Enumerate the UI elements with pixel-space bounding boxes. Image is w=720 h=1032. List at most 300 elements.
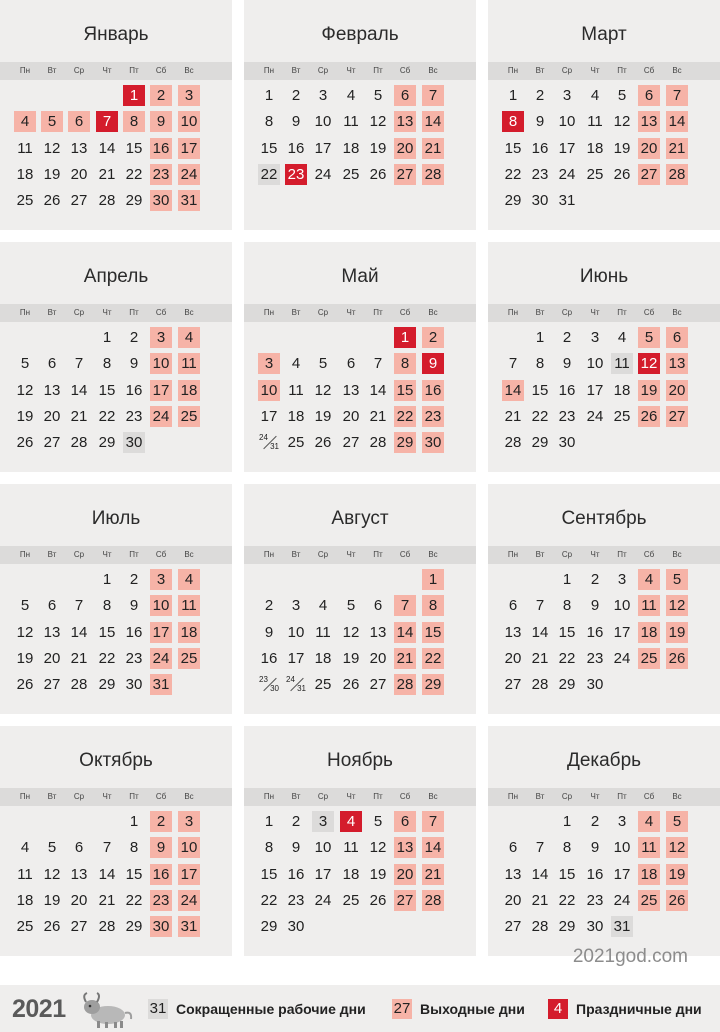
day-cell: 27	[504, 676, 522, 694]
legend-footer	[0, 985, 720, 1032]
weekday-header: Чт	[590, 66, 600, 75]
day-cell: 13	[70, 139, 88, 157]
weekday-header: Пт	[617, 66, 627, 75]
day-cell: 10	[258, 380, 280, 401]
day-cell: 12	[369, 113, 387, 131]
day-cell: 13	[70, 865, 88, 883]
day-cell: 10	[287, 623, 305, 641]
day-cell: 1	[102, 571, 112, 588]
weekday-header: Пн	[19, 792, 31, 801]
day-cell: 27	[70, 918, 88, 936]
month-title: Сентябрь	[561, 508, 647, 529]
day-number: 24	[259, 433, 268, 443]
weekday-header: Ср	[561, 550, 573, 559]
day-cell: 15	[422, 622, 444, 643]
day-cell: 9	[590, 597, 600, 615]
day-cell: 9	[291, 839, 301, 857]
day-cell: 4	[617, 329, 627, 346]
day-cell: 11	[343, 113, 359, 131]
weekday-header: Сб	[399, 550, 411, 559]
legend-holiday-label: Праздничные дни	[576, 1001, 702, 1017]
day-number-second: 30	[270, 684, 279, 694]
weekday-header-bar	[488, 304, 720, 322]
day-cell: 19	[666, 864, 688, 885]
day-cell: 19	[16, 649, 34, 667]
weekday-header: Пн	[19, 308, 31, 317]
day-cell: 6	[373, 597, 383, 615]
day-cell: 8	[102, 597, 112, 615]
day-cell: 26	[43, 192, 61, 210]
day-cell: 6	[508, 839, 518, 857]
day-cell: 4	[178, 569, 200, 590]
month-panel	[0, 242, 232, 472]
day-cell: 14	[531, 623, 549, 641]
day-cell: 24	[613, 891, 631, 909]
weekday-header: Чт	[346, 66, 356, 75]
weekday-header: Пн	[507, 308, 519, 317]
day-cell: 9	[129, 355, 139, 373]
day-cell: 7	[422, 85, 444, 106]
day-cell: 11	[587, 113, 603, 131]
day-cell: 20	[504, 649, 522, 667]
day-cell: 29	[422, 674, 444, 695]
weekday-header: Вт	[291, 550, 301, 559]
day-cell: 24	[586, 407, 604, 425]
day-cell: 29	[394, 432, 416, 453]
day-cell: 11	[17, 139, 33, 157]
day-cell: 14	[531, 865, 549, 883]
day-cell: 15	[125, 139, 143, 157]
day-cell: 10	[178, 837, 200, 858]
day-cell: 9	[150, 111, 172, 132]
day-cell: 2	[291, 813, 301, 830]
day-cell: 19	[314, 407, 332, 425]
day-cell: 25	[178, 406, 200, 427]
day-cell: 9	[129, 597, 139, 615]
day-cell: 31	[178, 916, 200, 937]
day-cell: 22	[98, 407, 116, 425]
day-number-second: 31	[297, 684, 306, 694]
weekday-header: Вт	[47, 308, 57, 317]
day-cell: 28	[422, 164, 444, 185]
day-cell: 22	[558, 891, 576, 909]
weekday-header: Вт	[47, 792, 57, 801]
day-cell: 16	[422, 380, 444, 401]
day-cell: 21	[70, 649, 88, 667]
day-cell: 6	[508, 597, 518, 615]
day-cell: 18	[287, 407, 305, 425]
weekday-header: Пн	[19, 550, 31, 559]
weekday-header: Вс	[184, 308, 194, 317]
day-cell: 25	[586, 165, 604, 183]
day-cell: 18	[16, 165, 34, 183]
weekday-header: Сб	[643, 550, 655, 559]
day-cell: 5	[638, 327, 660, 348]
legend-short-sample: 31	[149, 1000, 167, 1017]
day-cell: 18	[342, 865, 360, 883]
day-cell: 21	[70, 407, 88, 425]
day-cell: 7	[102, 839, 112, 857]
weekday-header: Пн	[507, 792, 519, 801]
day-cell: 15	[558, 623, 576, 641]
day-cell: 22	[98, 649, 116, 667]
weekday-header: Чт	[102, 66, 112, 75]
day-cell: 18	[613, 381, 631, 399]
day-cell: 18	[178, 380, 200, 401]
day-cell: 3	[150, 569, 172, 590]
day-cell: 14	[98, 139, 116, 157]
day-cell: 21	[394, 648, 416, 669]
day-cell: 13	[504, 623, 522, 641]
day-cell: 8	[394, 353, 416, 374]
weekday-header: Пт	[617, 792, 627, 801]
day-cell: 28	[98, 192, 116, 210]
weekday-header: Ср	[317, 308, 329, 317]
day-cell: 19	[369, 139, 387, 157]
weekday-header: Чт	[102, 308, 112, 317]
day-cell: 12	[314, 381, 332, 399]
day-cell: 23	[586, 649, 604, 667]
month-title: Февраль	[321, 24, 399, 45]
day-cell: 17	[586, 381, 604, 399]
day-cell: 14	[70, 623, 88, 641]
day-cell: 23	[422, 406, 444, 427]
day-cell: 21	[531, 891, 549, 909]
weekday-header: Пн	[263, 792, 275, 801]
day-cell: 30	[586, 676, 604, 694]
day-cell: 23	[125, 407, 143, 425]
day-cell: 11	[315, 623, 331, 641]
day-cell: 20	[43, 649, 61, 667]
day-cell: 13	[394, 837, 416, 858]
day-cell: 7	[508, 355, 518, 373]
weekday-header: Чт	[346, 792, 356, 801]
day-cell: 22	[531, 407, 549, 425]
day-cell: 21	[666, 138, 688, 159]
weekday-header-bar	[244, 788, 476, 806]
weekday-header-bar	[0, 62, 232, 80]
month-panel	[488, 0, 720, 230]
weekday-header: Вт	[535, 550, 545, 559]
day-cell: 27	[504, 918, 522, 936]
day-cell: 12	[16, 623, 34, 641]
day-cell: 13	[369, 623, 387, 641]
day-cell: 31	[178, 190, 200, 211]
day-cell: 30	[422, 432, 444, 453]
month-panel	[244, 242, 476, 472]
day-cell: 26	[369, 165, 387, 183]
day-cell: 21	[531, 649, 549, 667]
weekday-header-bar	[0, 546, 232, 564]
month-panel	[0, 0, 232, 230]
day-cell: 27	[394, 890, 416, 911]
day-cell: 19	[613, 139, 631, 157]
day-cell: 4	[291, 355, 301, 373]
weekday-header: Вт	[291, 66, 301, 75]
day-cell: 1	[508, 87, 518, 104]
day-cell: 11	[17, 865, 33, 883]
day-cell: 23	[586, 891, 604, 909]
day-cell: 14	[422, 111, 444, 132]
day-cell: 19	[43, 891, 61, 909]
day-cell: 9	[264, 623, 274, 641]
day-cell: 30	[586, 918, 604, 936]
day-cell: 12	[638, 353, 660, 374]
day-cell: 24	[178, 164, 200, 185]
weekday-header: Вт	[535, 66, 545, 75]
day-cell: 6	[74, 839, 84, 857]
day-cell: 17	[287, 649, 305, 667]
day-cell: 20	[70, 891, 88, 909]
month-panel	[244, 726, 476, 956]
weekday-header: Пн	[263, 66, 275, 75]
month-panel	[488, 484, 720, 714]
weekday-header: Вс	[184, 792, 194, 801]
weekday-header: Пт	[129, 308, 139, 317]
day-cell: 5	[20, 355, 30, 373]
day-cell: 13	[43, 381, 61, 399]
day-cell: 11	[638, 595, 660, 616]
day-cell: 16	[287, 139, 305, 157]
weekday-header: Ср	[561, 66, 573, 75]
day-cell: 4	[638, 569, 660, 590]
day-cell: 12	[342, 623, 360, 641]
day-cell: 4	[178, 327, 200, 348]
day-cell: 24	[178, 890, 200, 911]
day-cell: 29	[260, 918, 278, 936]
day-cell: 18	[314, 649, 332, 667]
day-cell: 2	[422, 327, 444, 348]
weekday-header: Вт	[291, 792, 301, 801]
day-cell: 26	[314, 434, 332, 452]
day-cell: 10	[586, 355, 604, 373]
day-cell: 5	[47, 839, 57, 857]
month-title: Май	[341, 266, 379, 287]
day-cell: 18	[16, 891, 34, 909]
legend-short-label: Сокращенные рабочие дни	[176, 1001, 366, 1017]
day-cell: 17	[260, 407, 278, 425]
weekday-header: Сб	[643, 66, 655, 75]
day-cell: 10	[558, 113, 576, 131]
day-cell: 6	[638, 85, 660, 106]
year-label: 2021	[12, 995, 66, 1023]
weekday-header: Сб	[399, 792, 411, 801]
day-number: 24	[286, 675, 295, 685]
day-cell: 13	[666, 353, 688, 374]
weekday-header-bar	[488, 546, 720, 564]
day-cell: 1	[123, 85, 145, 106]
day-number: 23	[259, 675, 268, 685]
day-cell: 25	[16, 192, 34, 210]
day-cell: 6	[394, 811, 416, 832]
month-panel	[488, 242, 720, 472]
day-cell: 14	[666, 111, 688, 132]
weekday-header: Вс	[428, 550, 438, 559]
day-cell: 5	[318, 355, 328, 373]
day-cell: 24	[613, 649, 631, 667]
day-cell: 22	[258, 164, 280, 185]
weekday-header: Пн	[507, 550, 519, 559]
day-cell: 29	[98, 434, 116, 452]
day-cell: 1	[535, 329, 545, 346]
day-cell: 5	[20, 597, 30, 615]
day-cell: 15	[125, 865, 143, 883]
legend-weekend-label: Выходные дни	[420, 1001, 525, 1017]
day-cell: 27	[666, 406, 688, 427]
day-cell: 24	[558, 165, 576, 183]
day-cell: 29	[558, 676, 576, 694]
day-cell: 15	[531, 381, 549, 399]
day-cell: 2	[535, 87, 545, 104]
day-cell: 26	[16, 676, 34, 694]
day-cell: 9	[535, 113, 545, 131]
day-cell: 3	[312, 811, 334, 832]
weekday-header: Ср	[73, 792, 85, 801]
weekday-header: Чт	[102, 550, 112, 559]
day-cell: 8	[502, 111, 524, 132]
day-cell: 23	[531, 165, 549, 183]
day-cell: 17	[314, 865, 332, 883]
day-cell: 30	[125, 676, 143, 694]
day-cell: 4	[590, 87, 600, 104]
day-cell: 12	[16, 381, 34, 399]
weekday-header: Пт	[617, 550, 627, 559]
day-cell: 27	[70, 192, 88, 210]
day-cell: 30	[558, 434, 576, 452]
day-cell: 16	[287, 865, 305, 883]
day-cell: 7	[535, 597, 545, 615]
day-cell: 23	[150, 890, 172, 911]
day-cell: 7	[535, 839, 545, 857]
weekday-header: Сб	[643, 308, 655, 317]
day-cell: 31	[611, 916, 633, 937]
day-cell: 9	[150, 837, 172, 858]
day-cell: 17	[150, 622, 172, 643]
weekday-header-bar	[0, 788, 232, 806]
day-cell: 18	[638, 864, 660, 885]
day-cell: 7	[74, 597, 84, 615]
day-cell: 2	[562, 329, 572, 346]
day-cell: 7	[96, 111, 118, 132]
day-cell: 14	[70, 381, 88, 399]
day-cell: 27	[638, 164, 660, 185]
day-cell: 5	[373, 813, 383, 830]
day-cell: 2	[590, 571, 600, 588]
weekday-header: Пт	[129, 792, 139, 801]
weekday-header: Вт	[47, 66, 57, 75]
day-cell: 19	[342, 649, 360, 667]
day-cell: 1	[102, 329, 112, 346]
weekday-header: Сб	[643, 792, 655, 801]
day-cell: 21	[422, 864, 444, 885]
day-cell: 19	[638, 380, 660, 401]
day-cell: 6	[346, 355, 356, 373]
day-cell: 25	[613, 407, 631, 425]
day-cell: 3	[291, 597, 301, 615]
day-cell: 5	[617, 87, 627, 104]
weekday-header: Вс	[184, 550, 194, 559]
weekday-header-bar	[0, 304, 232, 322]
day-cell: 16	[150, 864, 172, 885]
day-cell: 23	[125, 649, 143, 667]
month-title: Декабрь	[566, 750, 642, 771]
day-cell: 2	[129, 329, 139, 346]
day-cell: 1	[264, 87, 274, 104]
day-cell: 29	[125, 192, 143, 210]
day-cell: 25	[287, 434, 305, 452]
day-cell: 26	[342, 676, 360, 694]
day-cell: 17	[314, 139, 332, 157]
weekday-header: Вт	[535, 308, 545, 317]
day-cell: 11	[343, 839, 359, 857]
month-title: Апрель	[83, 266, 149, 287]
weekday-header: Вс	[672, 550, 682, 559]
day-cell: 20	[666, 380, 688, 401]
weekday-header: Вт	[535, 792, 545, 801]
day-cell: 19	[369, 865, 387, 883]
day-cell: 21	[422, 138, 444, 159]
weekday-header: Вс	[672, 66, 682, 75]
day-cell: 15	[558, 865, 576, 883]
day-cell: 13	[342, 381, 360, 399]
day-cell: 14	[502, 380, 524, 401]
day-cell: 15	[260, 139, 278, 157]
weekday-header: Вс	[672, 792, 682, 801]
day-cell: 17	[178, 864, 200, 885]
day-cell: 2	[129, 571, 139, 588]
day-cell: 30	[287, 918, 305, 936]
day-cell: 17	[178, 138, 200, 159]
day-cell: 1	[562, 571, 572, 588]
day-cell: 26	[666, 890, 688, 911]
day-cell: 16	[558, 381, 576, 399]
day-cell: 7	[74, 355, 84, 373]
day-cell: 14	[98, 865, 116, 883]
day-cell: 10	[613, 597, 631, 615]
day-cell: 14	[369, 381, 387, 399]
day-cell: 3	[258, 353, 280, 374]
month-panel	[244, 0, 476, 230]
day-cell: 12	[43, 139, 61, 157]
weekday-header: Чт	[102, 792, 112, 801]
weekday-header: Вс	[672, 308, 682, 317]
day-cell: 4	[318, 597, 328, 615]
day-cell: 8	[123, 111, 145, 132]
weekday-header: Пт	[129, 550, 139, 559]
day-cell: 22	[394, 406, 416, 427]
day-cell: 31	[558, 192, 576, 210]
day-cell: 8	[562, 839, 572, 857]
weekday-header: Чт	[346, 308, 356, 317]
day-cell: 4	[638, 811, 660, 832]
day-cell: 30	[150, 190, 172, 211]
day-cell: 1	[394, 327, 416, 348]
day-cell: 8	[264, 839, 274, 857]
day-cell: 3	[150, 327, 172, 348]
day-cell: 25	[342, 165, 360, 183]
day-cell: 28	[531, 918, 549, 936]
day-cell: 22	[558, 649, 576, 667]
day-cell	[258, 674, 280, 695]
day-cell: 16	[531, 139, 549, 157]
day-cell: 17	[613, 623, 631, 641]
day-cell: 20	[43, 407, 61, 425]
day-cell: 25	[314, 676, 332, 694]
day-cell: 4	[20, 839, 30, 857]
day-cell: 3	[562, 87, 572, 104]
day-cell: 7	[373, 355, 383, 373]
day-cell: 28	[666, 164, 688, 185]
